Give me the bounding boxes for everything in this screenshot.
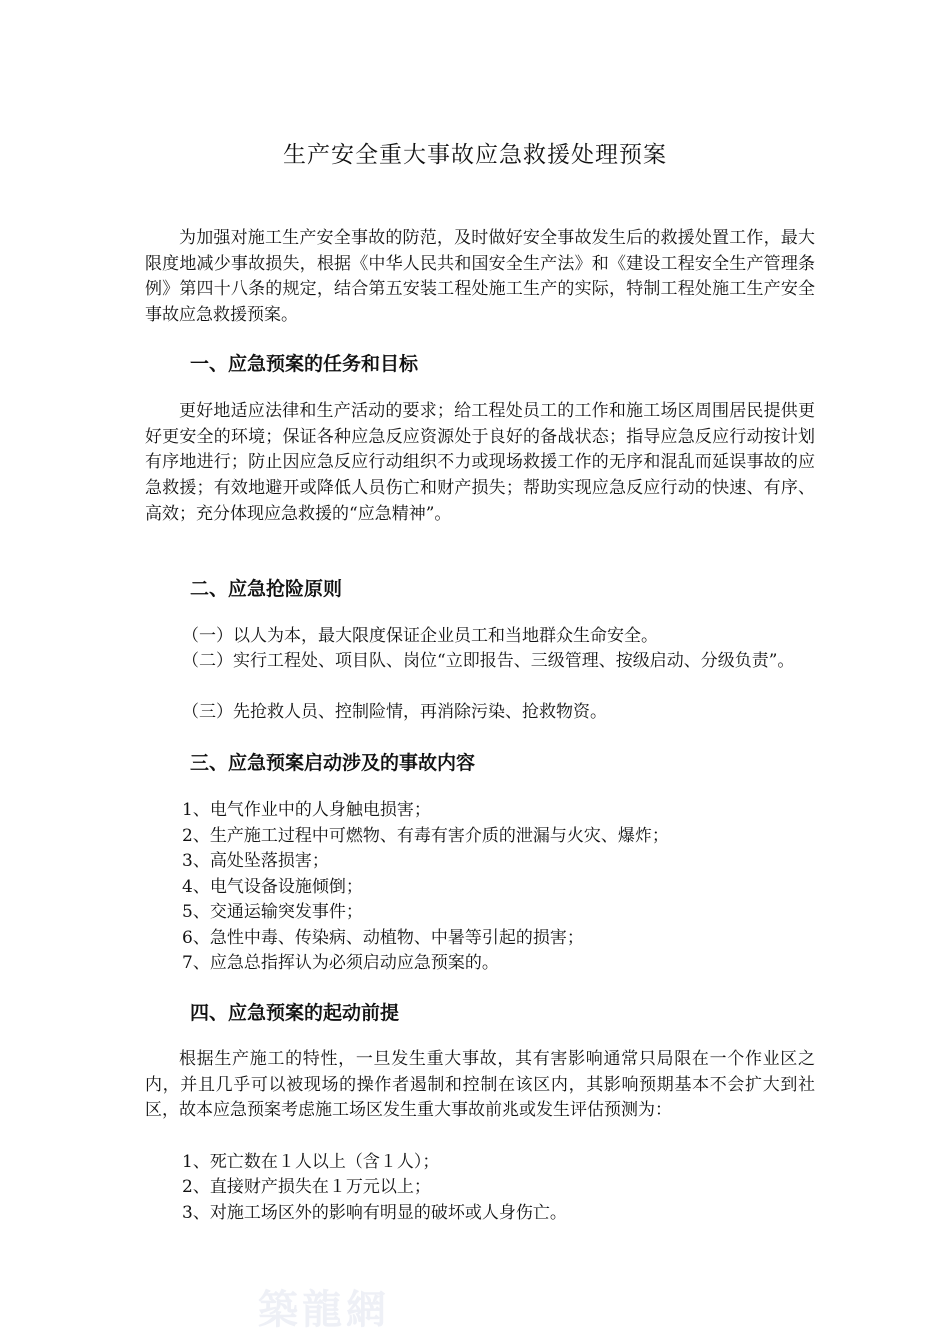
criteria-item-1: 1、死亡数在１人以上（含１人）； — [182, 1152, 440, 1172]
accident-item-5: 5、交通运输突发事件； — [182, 902, 363, 922]
section-1-body: 更好地适应法律和生产活动的要求；给工程处员工的工作和施工场区周围居民提供更好更安全的环境；保证各种应急反应资源处于良好的备战状态；指导应急反应行动按计划有序地进行；防止因应急反应行动组织不力或现场救援工作的无序和混乱而延误事故的应急救援；有效地避开或降低人员伤亡和财产损失；帮助实现应急反应行动的快速、有序、高效；充分体现应急救援的“应急精神”。 — [145, 401, 815, 524]
document-title: 生产安全重大事故应急救援处理预案 — [283, 142, 667, 168]
section-4-body: 根据生产施工的特性，一旦发生重大事故，其有害影响通常只局限在一个作业区之内，并且几乎可以被现场的操作者遏制和控制在该区内，其影响预期基本不会扩大到社区，故本应急预案考虑施工场区发生重大事故前兆或发生评估预测为： — [145, 1049, 815, 1121]
accident-item-7: 7、应急总指挥认为必须启动应急预案的。 — [182, 953, 499, 973]
principle-item-2: （二）实行工程处、项目队、岗位“立即报告、三级管理、按级启动、分级负责”。 — [182, 651, 795, 671]
principle-item-1: （一）以人为本，最大限度保证企业员工和当地群众生命安全。 — [182, 626, 658, 646]
accident-item-3: 3、高处坠落损害； — [182, 851, 329, 871]
section-heading-1: 一、应急预案的任务和目标 — [190, 353, 419, 375]
criteria-item-2: 2、直接财产损失在１万元以上； — [182, 1177, 431, 1197]
section-heading-2: 二、应急抢险原则 — [190, 578, 343, 600]
criteria-item-3: 3、对施工场区外的影响有明显的破坏或人身伤亡。 — [182, 1203, 567, 1223]
principle-item-3: （三）先抢救人员、控制险情，再消除污染、抢救物资。 — [182, 702, 607, 722]
accident-item-2: 2、生产施工过程中可燃物、有毒有害介质的泄漏与火灾、爆炸； — [182, 826, 669, 846]
accident-item-1: 1、电气作业中的人身触电损害； — [182, 800, 431, 820]
intro-paragraph: 为加强对施工生产安全事故的防范，及时做好安全事故发生后的救援处置工作，最大限度地减少事故损失，根据《中华人民共和国安全生产法》和《建设工程安全生产管理条例》第四十八条的规定，结合第五安装工程处施工生产的实际，特制工程处施工生产安全事故应急救援预案。 — [145, 228, 815, 326]
section-heading-3: 三、应急预案启动涉及的事故内容 — [190, 752, 476, 774]
accident-item-6: 6、急性中毒、传染病、动植物、中暑等引起的损害； — [182, 928, 584, 948]
section-heading-4: 四、应急预案的起动前提 — [190, 1002, 400, 1024]
watermark-logo: 築龍網 — [258, 1286, 390, 1333]
accident-item-4: 4、电气设备设施倾倒； — [182, 877, 363, 897]
